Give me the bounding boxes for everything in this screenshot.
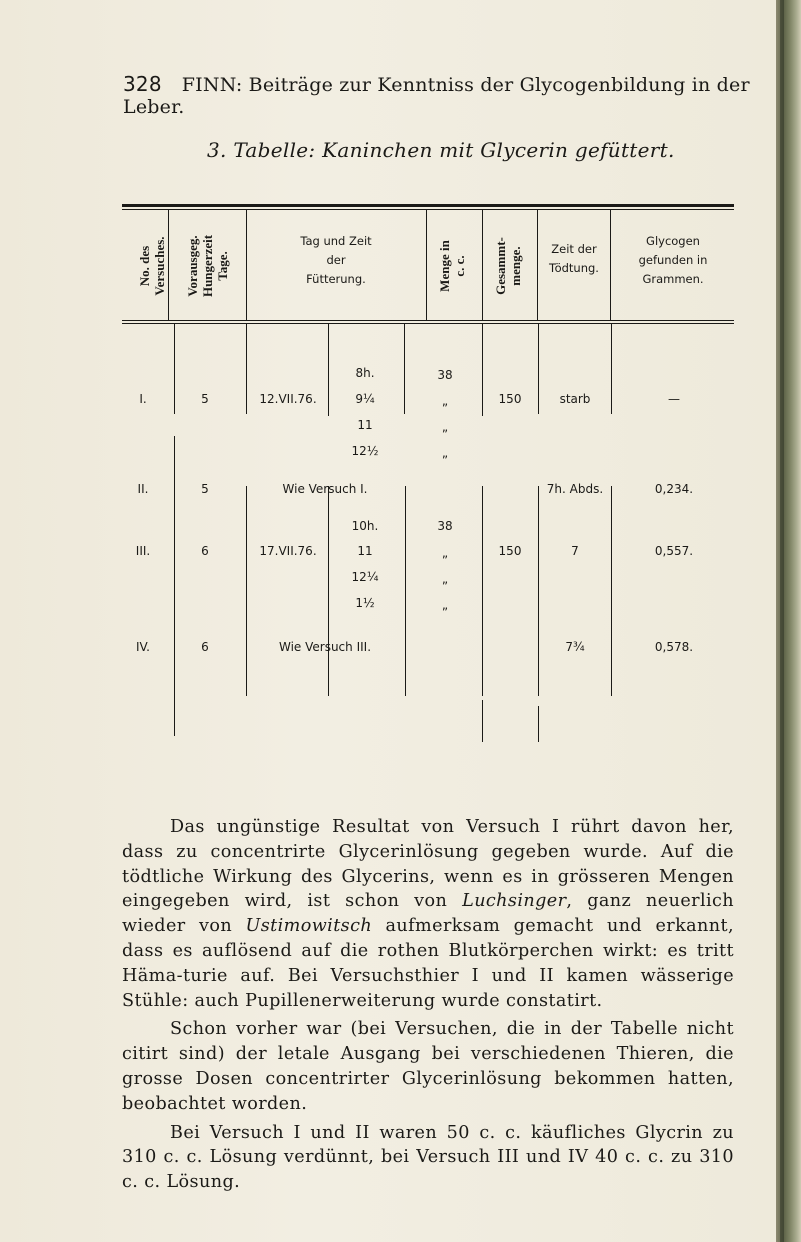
table-title: 3. Tabelle: Kaninchen mit Glycerin gefüttert. (207, 138, 675, 162)
col-divider (246, 486, 247, 696)
col-divider (405, 486, 406, 696)
col-divider (611, 486, 612, 696)
row-3-time-4: 1½ (355, 596, 375, 610)
table-header-rule-2 (122, 323, 734, 324)
col-divider (174, 324, 175, 414)
row-2-zeit: 7h. Abds. (546, 482, 604, 496)
col-divider (404, 324, 405, 414)
col-divider (328, 324, 329, 416)
col-divider (174, 436, 175, 736)
col-divider (482, 486, 483, 696)
row-2-no: II. (137, 482, 149, 496)
page-edge (776, 0, 801, 1242)
row-3-zeit: 7 (571, 544, 579, 558)
running-title: FINN: Beiträge zur Kenntniss der Glycogenbildung in der Leber. (123, 74, 750, 118)
running-header (123, 72, 801, 118)
col-divider (482, 210, 483, 320)
body-text (122, 815, 734, 1195)
author-name: Luchsinger (462, 891, 567, 912)
col-divider (538, 324, 539, 414)
row-3-menge-1: 38 (437, 519, 453, 533)
paragraph-3: Bei Versuch I und II waren 50 c. c. käufliches Glycrin zu 310 c. c. Lösung verdünnt, bei Versuch III und IV 40 c. c. zu 310 c. c. Lösung. (122, 1122, 734, 1193)
col-divider (426, 210, 427, 320)
row-1-time-1: 8h. (355, 366, 375, 380)
row-1-glycogen: — (668, 392, 680, 406)
row-1-time-3: 11 (357, 418, 373, 432)
row-1-time-4: 12½ (351, 444, 379, 458)
row-2-hunger: 5 (201, 482, 209, 496)
table-top-rule (122, 204, 734, 207)
row-3-glycogen: 0,557. (654, 544, 694, 558)
row-3-menge-3: „ (441, 572, 449, 586)
table-header-rule (122, 320, 734, 321)
row-1-time-2: 9¼ (355, 392, 375, 406)
row-3-hunger: 6 (201, 544, 209, 558)
col-divider (482, 700, 483, 742)
row-3-menge-4: „ (441, 598, 449, 612)
row-1-date: 12.VII.76. (259, 392, 317, 406)
header-no: No. des Versuches. (137, 236, 167, 296)
col-divider (482, 324, 483, 416)
col-divider (246, 324, 247, 414)
col-divider (610, 210, 611, 320)
row-3-date: 17.VII.76. (259, 544, 317, 558)
author-name: Ustimowitsch (245, 916, 373, 937)
header-menge: Menge in c. c. (437, 240, 467, 292)
col-divider (538, 486, 539, 696)
row-3-no: III. (135, 544, 151, 558)
row-4-hunger: 6 (201, 640, 209, 654)
row-4-no: IV. (135, 640, 150, 654)
row-1-menge-2: „ (441, 394, 449, 408)
row-1-menge-3: „ (441, 420, 449, 434)
header-glycogen: Glycogen gefunden in Grammen. (638, 234, 708, 286)
row-4-glycogen: 0,578. (654, 640, 694, 654)
col-divider (611, 324, 612, 414)
table-top-rule-thin (122, 209, 734, 210)
row-3-menge-2: „ (441, 546, 449, 560)
row-1-zeit: starb (559, 392, 591, 406)
row-1-no: I. (139, 392, 147, 406)
header-hunger: Vorausgeg. Hungerzeit Tage. (185, 234, 230, 298)
row-3-gesammt: 150 (498, 544, 522, 558)
col-divider (246, 210, 247, 320)
row-3-time-3: 12¼ (351, 570, 379, 584)
row-1-menge-1: 38 (437, 368, 453, 382)
header-gesammt: Gesammt- menge. (493, 237, 523, 295)
paragraph-2: Schon vorher war (bei Versuchen, die in der Tabelle nicht citirt sind) der letale Ausgang bei verschiedenen Thieren, die grosse Dosen concentrirter Glycerinlösung bekommen hatten, beobachtet worden. (122, 1019, 734, 1114)
row-2-date: Wie Versuch I. (282, 482, 368, 496)
header-tag-zeit: Tag und Zeit der Fütterung. (300, 234, 372, 286)
row-3-time-1: 10h. (351, 519, 379, 533)
row-1-gesammt: 150 (498, 392, 522, 406)
page-number: 328 (123, 72, 162, 96)
row-4-date: Wie Versuch III. (278, 640, 372, 654)
row-3-time-2: 11 (357, 544, 373, 558)
header-zeit-toedtung: Zeit der Tödtung. (549, 242, 599, 275)
col-divider (328, 486, 329, 696)
col-divider (538, 706, 539, 742)
row-2-glycogen: 0,234. (654, 482, 694, 496)
row-1-hunger: 5 (201, 392, 209, 406)
row-4-zeit: 7¾ (565, 640, 585, 654)
row-1-menge-4: „ (441, 446, 449, 460)
paragraph-1: Das ungünstige Resultat von Versuch I rührt davon her, dass zu concentrirte Glycerinlösung gegeben wurde. Auf die tödtliche Wirkung des Glycerins, wenn es in grösseren Mengen eingegeben wird, ist schon von Luchsinger, ganz neuerlich wieder von Ustimowitsch aufmerksam gemacht und erkannt, dass es auflösend auf die rothen Blutkörperchen wirkt: es tritt Häma-turie auf. Bei Versuchsthier I und II kamen wässerige Stühle: auch Pupillenerweiterung wurde constatirt. (122, 817, 734, 1011)
